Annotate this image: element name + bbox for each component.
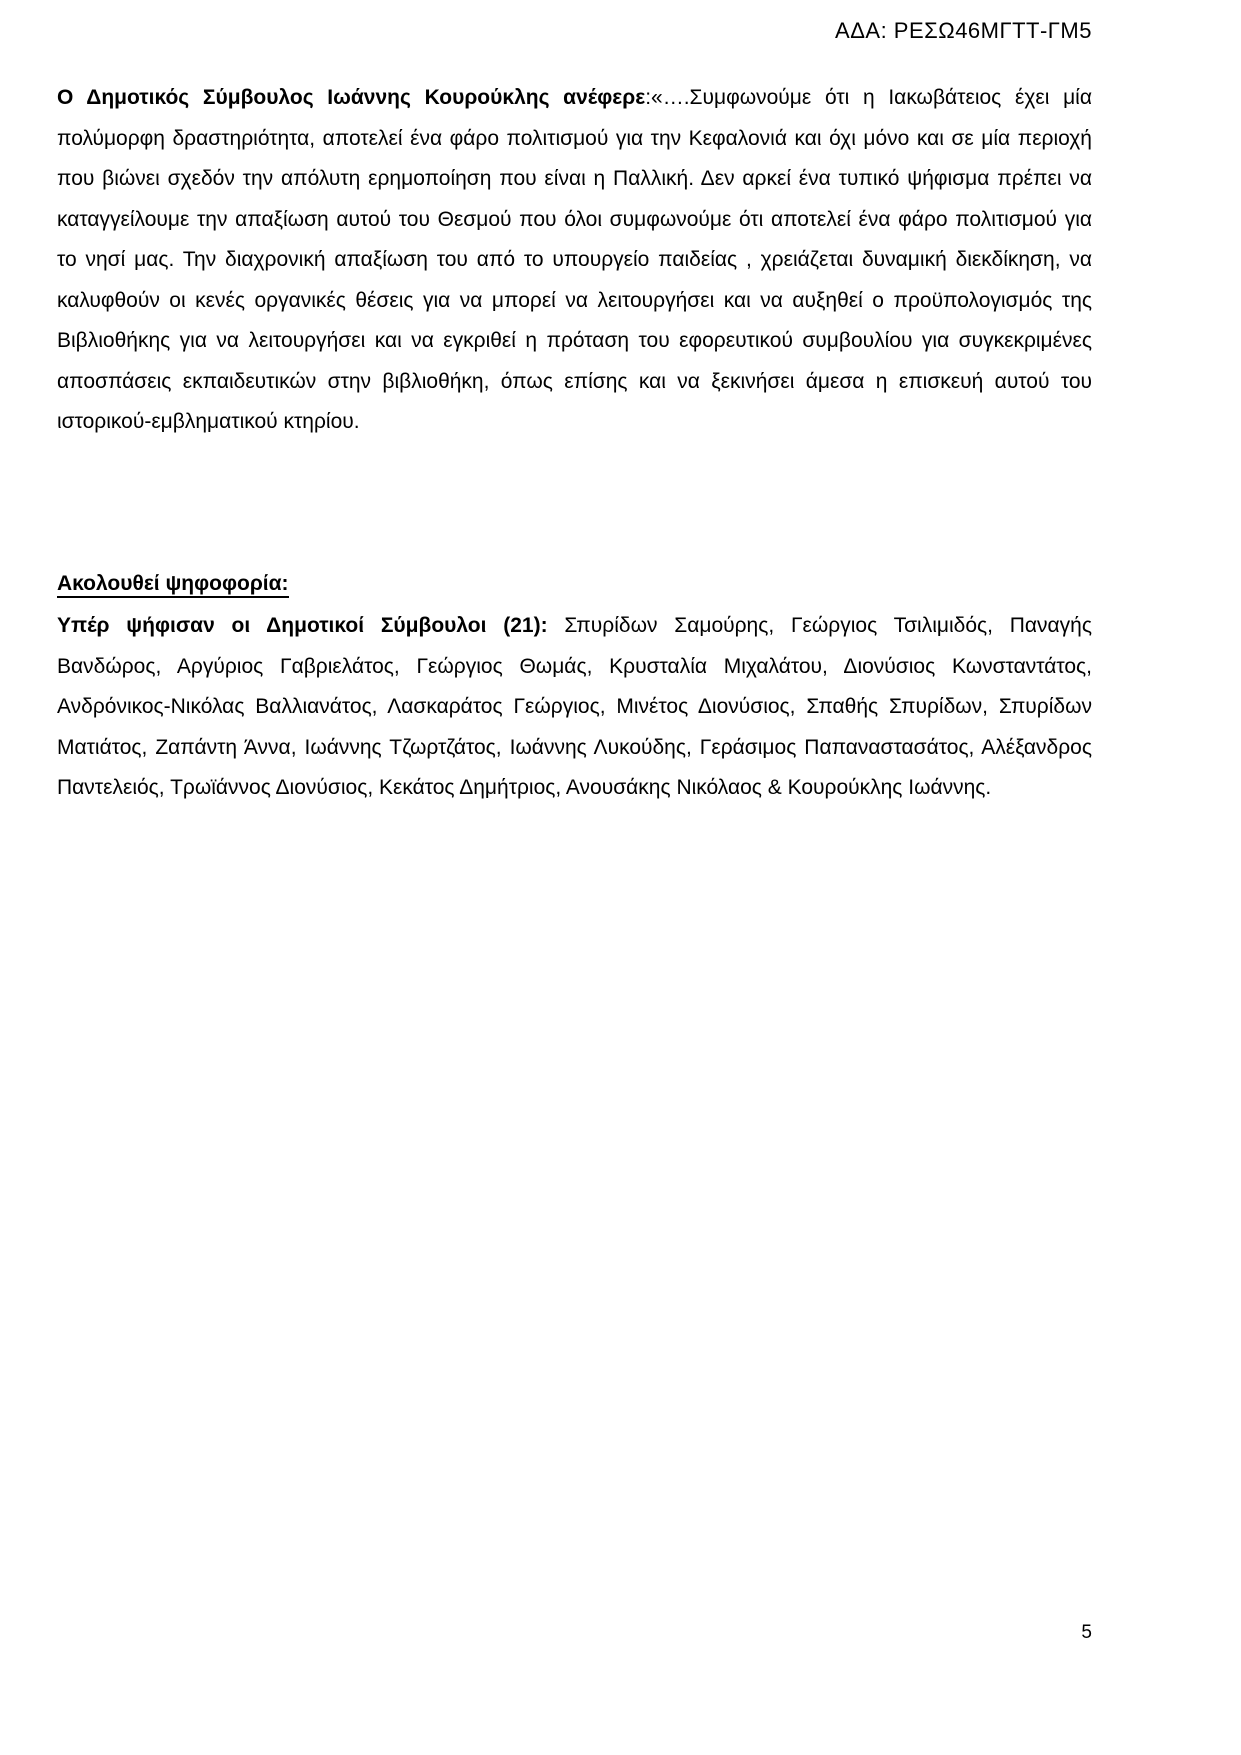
voting-heading-text: Ακολουθεί ψηφοφορία:: [57, 572, 289, 598]
voters-paragraph: [57, 606, 1092, 809]
voters-lead: Υπέρ ψήφισαν οι Δημοτικοί Σύμβουλοι (21):: [57, 614, 548, 637]
document-content: [57, 78, 1092, 809]
voting-heading: [57, 564, 1092, 605]
page-number: 5: [1081, 1622, 1092, 1643]
statement-body: :«….Συμφωνούμε ότι η Ιακωβάτειος έχει μία πολύμορφη δραστηριότητα, αποτελεί ένα φάρο πολιτισμού για την Κεφαλονιά και όχι μόνο και σε μία περιοχή που βιώνει σχεδόν την απόλυτη ερημοποίηση που είναι η Παλλική. Δεν αρκεί ένα τυπικό ψήφισμα πρέπει να καταγγείλουμε την απαξίωση αυτού του Θεσμού που όλοι συμφωνούμε ότι αποτελεί ένα φάρο πολιτισμού για το νησί μας. Την διαχρονική απαξίωση του από το υπουργείο παιδείας , χρειάζεται δυναμική διεκδίκηση, να καλυφθούν οι κενές οργανικές θέσεις για να μπορεί να λειτουργήσει και να αυξηθεί ο προϋπολογισμός της Βιβλιοθήκης για να λειτουργήσει και να εγκριθεί η πρόταση του εφορευτικού συμβουλίου για συγκεκριμένες αποσπάσεις εκπαιδευτικών στην βιβλιοθήκη, όπως επίσης και να ξεκινήσει άμεσα η επισκευή αυτού του ιστορικού-εμβληματικού κτηρίου.: [57, 86, 1092, 433]
statement-speaker-lead: Ο Δημοτικός Σύμβουλος Ιωάννης Κουρούκλης ανέφερε: [57, 86, 646, 109]
statement-paragraph: [57, 78, 1092, 443]
voters-list: Σπυρίδων Σαμούρης, Γεώργιος Τσιλιμιδός, Παναγής Βανδώρος, Αργύριος Γαβριελάτος, Γεώργιος Θωμάς, Κρυσταλία Μιχαλάτου, Διονύσιος Κωνσταντάτος, Ανδρόνικος-Νικόλας Βαλλιανάτος, Λασκαράτος Γεώργιος, Μινέτος Διονύσιος, Σπαθής Σπυρίδων, Σπυρίδων Ματιάτος, Ζαπάντη Άννα, Ιωάννης Τζωρτζάτος, Ιωάννης Λυκούδης, Γεράσιμος Παπαναστασάτος, Αλέξανδρος Παντελειός, Τρωϊάννος Διονύσιος, Κεκάτος Δημήτριος, Ανουσάκης Νικόλαος & Κουρούκλης Ιωάννης.: [57, 614, 1092, 799]
ada-code: ΑΔΑ: ΡΕΣΩ46ΜΓΤΤ-ΓΜ5: [835, 18, 1092, 43]
document-header: [0, 18, 1092, 44]
